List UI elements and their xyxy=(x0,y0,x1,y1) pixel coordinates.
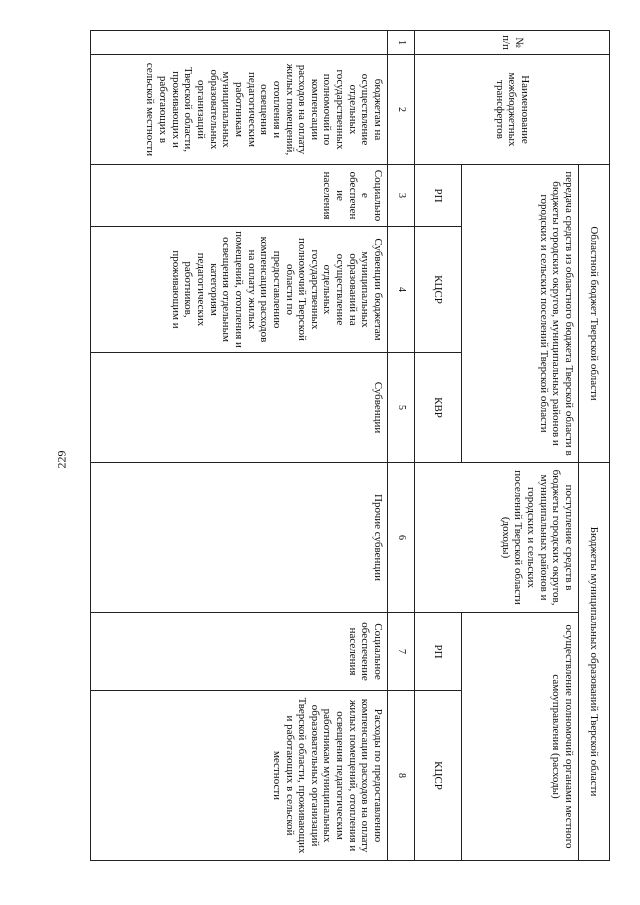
header-municipal-income-desc xyxy=(415,463,579,613)
cell-kvr: Субвенции xyxy=(91,353,388,463)
cell-num xyxy=(91,31,388,55)
colnum-1: 1 xyxy=(388,31,415,55)
page-number: 229 xyxy=(54,450,69,469)
rotated-sheet xyxy=(90,30,610,860)
colnum-6: 6 xyxy=(388,463,415,613)
cell-rp-municipal: Социальное обеспечение населения xyxy=(91,613,388,691)
header-name: Наименование межбюджетных трансфертов xyxy=(415,55,610,165)
colnum-3: 3 xyxy=(388,165,415,227)
colnum-2: 2 xyxy=(388,55,415,165)
table-row xyxy=(91,31,388,861)
header-municipal-budgets: Бюджеты муниципальных образований Тверской области xyxy=(579,463,610,861)
header-num: № п/п xyxy=(415,31,610,55)
cell-kd: Прочие субвенции xyxy=(91,463,388,613)
header-regional-desc: передача средств из областного бюджета Тверской области в бюджеты городских округов, муниципальных районов и городских и сельских поселений Тверской области xyxy=(462,165,579,463)
colnum-5: 5 xyxy=(388,353,415,463)
cell-kcsr-municipal: Расходы по предоставлению компенсации расходов на оплату жилых помещений, отопления и освещения педагогическим работникам муниципальных образовательных организаций Тверской области, проживающих и работающих в сельской местности xyxy=(91,691,388,861)
code-rp-municipal: РП xyxy=(415,613,462,691)
cell-name: бюджетам на осуществление отдельных государственных полномочий по компенсации расходов на оплату жилых помещений, отопления и освещения педагогическим работникам муниципальных образовательных организаций Тверской области, проживающих и работающих в сельской местности xyxy=(91,55,388,165)
code-rp: РП xyxy=(415,165,462,227)
code-kvr: КВР xyxy=(415,353,462,463)
municipal-income-text: поступление средств в бюджеты городских округов, муниципальных районов и городских и сельских поселений Тверской области (доходы) xyxy=(499,469,575,606)
code-kcsr: КЦСР xyxy=(415,227,462,353)
header-regional-budget: Областной бюджет Тверской области xyxy=(579,165,610,463)
colnum-4: 4 xyxy=(388,227,415,353)
cell-kcsr: Субвенции бюджетам муниципальных образований на осуществление отдельных государственных полномочий Тверской области по предоставлению компенсации расходов на оплату жилых помещений, отопления и освещения отдельным категориям педагогических работников, проживающим и xyxy=(91,227,388,353)
header-municipal-expense-desc: осуществление полномочий органами местного самоуправления (расходы) xyxy=(462,613,579,861)
colnum-8: 8 xyxy=(388,691,415,861)
colnum-7: 7 xyxy=(388,613,415,691)
transfers-table xyxy=(90,30,610,861)
code-kcsr-municipal: КЦСР xyxy=(415,691,462,861)
cell-rp: Социальное обеспечение населения xyxy=(91,165,388,227)
